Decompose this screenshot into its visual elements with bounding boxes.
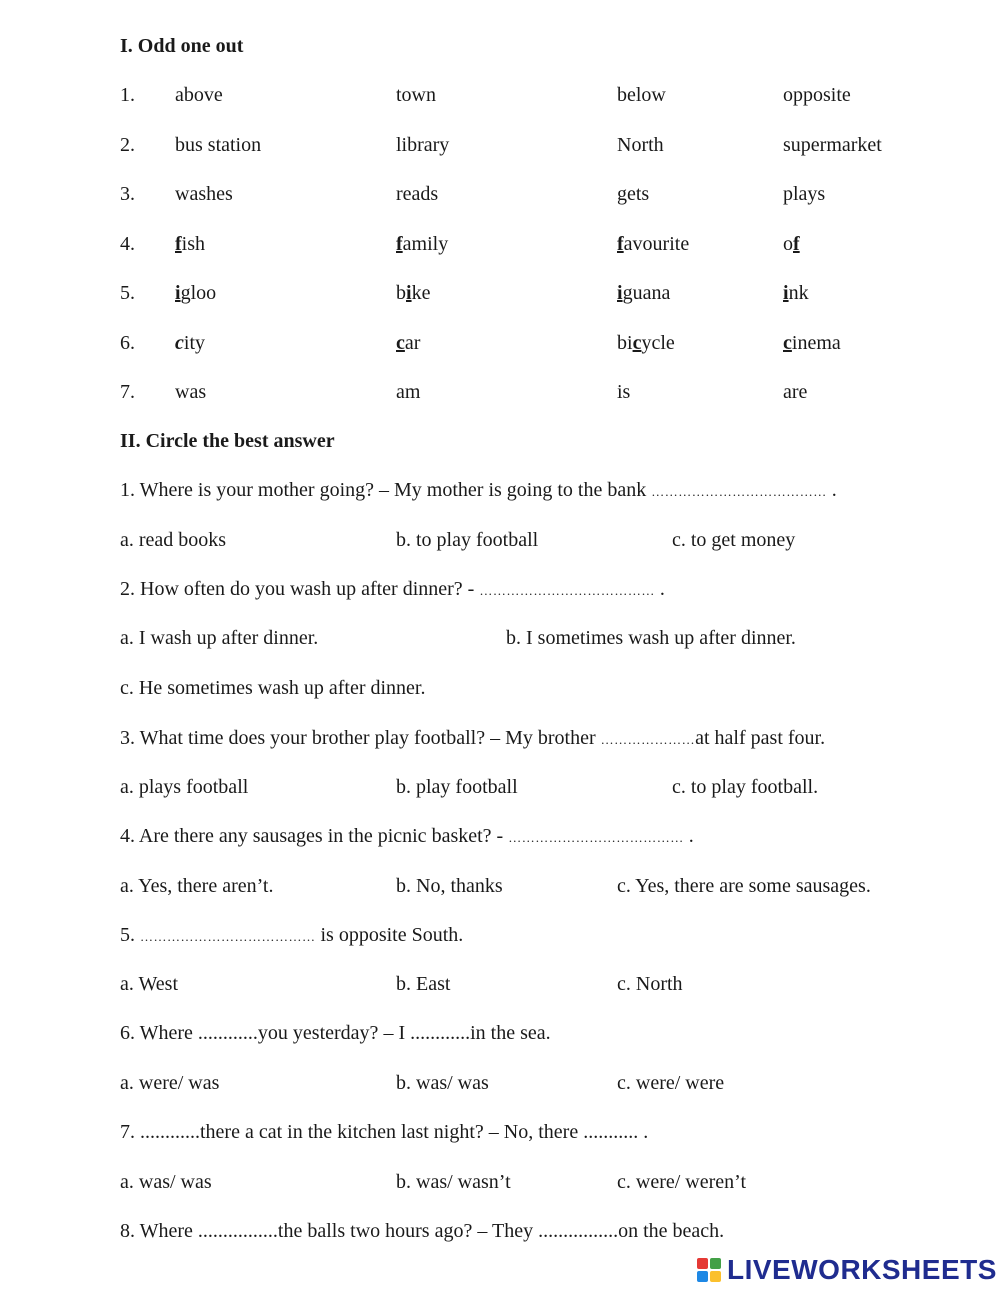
- word-option[interactable]: gets: [617, 183, 650, 205]
- word-option[interactable]: below: [617, 84, 666, 106]
- q6-option-b[interactable]: b. was/ was: [396, 1072, 489, 1094]
- word-option[interactable]: bus station: [175, 133, 262, 156]
- word-option[interactable]: reads: [396, 183, 439, 205]
- word-prefix: o: [783, 232, 793, 255]
- word-option[interactable]: [175, 331, 205, 355]
- q7-option-a[interactable]: a. was/ was: [120, 1171, 212, 1193]
- section-2-title: II. Circle the best answer: [120, 430, 335, 452]
- highlighted-letter: i: [783, 282, 789, 304]
- row-number: 3.: [120, 183, 135, 205]
- question-8: 8. Where ................the balls two hours ago? – They ................on the beach.: [120, 1220, 725, 1242]
- word-option[interactable]: plays: [783, 183, 826, 205]
- word-option[interactable]: [396, 232, 448, 256]
- row-number: 5.: [120, 282, 135, 304]
- logo-block: [697, 1271, 708, 1282]
- question-2: [120, 577, 665, 603]
- word-option[interactable]: town: [396, 84, 436, 106]
- word-option[interactable]: am: [396, 381, 421, 403]
- word-option[interactable]: was: [175, 381, 207, 403]
- word-option[interactable]: opposite: [783, 84, 851, 106]
- word-suffix: gloo: [180, 282, 217, 304]
- question-4-text: 4. Are there any sausages in the picnic basket? -: [120, 825, 509, 847]
- q1-option-c[interactable]: c. to get money: [672, 529, 796, 551]
- row-number: 4.: [120, 232, 135, 255]
- highlighted-letter: c: [783, 331, 792, 354]
- word-option[interactable]: washes: [175, 183, 233, 205]
- q3-option-b[interactable]: b. play football: [396, 776, 518, 798]
- q5-option-c[interactable]: c. North: [617, 973, 683, 995]
- question-3-text: 3. What time does your brother play football? – My brother: [120, 727, 601, 749]
- q4-option-b[interactable]: b. No, thanks: [396, 875, 503, 897]
- logo-blocks-icon: [697, 1258, 721, 1282]
- q2-option-a[interactable]: a. I wash up after dinner.: [120, 627, 319, 649]
- row-number: 1.: [120, 84, 135, 106]
- question-5-text: is opposite South.: [315, 924, 464, 946]
- word-option[interactable]: is: [617, 381, 631, 403]
- word-option[interactable]: [783, 331, 841, 355]
- word-option[interactable]: [783, 232, 800, 256]
- highlighted-letter: i: [175, 282, 181, 304]
- highlighted-letter: i: [406, 282, 412, 304]
- word-option[interactable]: North: [617, 133, 664, 156]
- question-1-end: .: [826, 479, 837, 501]
- logo-text: LIVEWORKSHEETS: [727, 1254, 997, 1285]
- answer-blank[interactable]: …………………………………: [508, 830, 684, 845]
- q2-option-b[interactable]: b. I sometimes wash up after dinner.: [506, 627, 796, 649]
- word-option[interactable]: [175, 281, 216, 305]
- word-suffix: inema: [791, 331, 841, 354]
- row-number: 2.: [120, 133, 135, 156]
- answer-blank[interactable]: …………………: [600, 732, 696, 747]
- q3-option-a[interactable]: a. plays football: [120, 776, 249, 798]
- highlighted-letter: i: [617, 282, 623, 304]
- q2-option-c[interactable]: c. He sometimes wash up after dinner.: [120, 677, 426, 699]
- question-2-end: .: [654, 578, 665, 600]
- highlighted-letter: f: [396, 232, 403, 255]
- question-3-end: at half past four.: [695, 727, 826, 749]
- liveworksheets-logo[interactable]: [697, 1254, 997, 1286]
- highlighted-letter: f: [175, 232, 182, 255]
- row-number: 6.: [120, 331, 135, 354]
- q5-option-b[interactable]: b. East: [396, 973, 451, 995]
- word-option[interactable]: [783, 281, 809, 305]
- logo-block: [710, 1271, 721, 1282]
- row-number: 7.: [120, 381, 135, 403]
- answer-blank[interactable]: …………………………………: [479, 583, 655, 598]
- word-option[interactable]: are: [783, 381, 808, 403]
- word-option[interactable]: [617, 232, 689, 256]
- word-suffix: nk: [788, 282, 809, 304]
- logo-block: [697, 1258, 708, 1269]
- question-1: [120, 478, 837, 504]
- q6-option-a[interactable]: a. were/ was: [120, 1072, 220, 1094]
- word-option[interactable]: [175, 232, 205, 256]
- q3-option-c[interactable]: c. to play football.: [672, 776, 819, 798]
- q1-option-a[interactable]: a. read books: [120, 529, 227, 551]
- question-5-number: 5.: [120, 924, 140, 946]
- word-suffix: avourite: [623, 232, 690, 255]
- question-6: 6. Where ............you yesterday? – I ............in the sea.: [120, 1022, 551, 1044]
- word-option[interactable]: [396, 281, 430, 305]
- word-option[interactable]: [396, 331, 420, 355]
- answer-blank[interactable]: …………………………………: [140, 929, 316, 944]
- word-option[interactable]: [617, 331, 675, 355]
- word-suffix: guana: [622, 282, 671, 304]
- word-option[interactable]: supermarket: [783, 133, 882, 156]
- word-option[interactable]: above: [175, 84, 223, 106]
- answer-blank[interactable]: …………………………………: [651, 484, 827, 499]
- highlighted-letter: c: [632, 331, 642, 354]
- highlighted-letter: f: [793, 232, 800, 255]
- highlighted-letter: c: [175, 331, 184, 354]
- q7-option-c[interactable]: c. were/ weren’t: [617, 1171, 747, 1193]
- question-4-end: .: [683, 825, 694, 847]
- question-7: 7. ............there a cat in the kitchen last night? – No, there ........... .: [120, 1121, 649, 1143]
- question-1-text: 1. Where is your mother going? – My mother is going to the bank: [120, 479, 652, 501]
- question-3: [120, 726, 825, 752]
- section-1-title: I. Odd one out: [120, 35, 244, 57]
- logo-block: [710, 1258, 721, 1269]
- word-suffix: ity: [183, 331, 206, 354]
- word-suffix: ke: [411, 282, 431, 304]
- highlighted-letter: f: [617, 232, 624, 255]
- word-suffix: ycle: [641, 331, 675, 354]
- highlighted-letter: c: [396, 331, 405, 354]
- q7-option-b[interactable]: b. was/ wasn’t: [396, 1171, 511, 1193]
- q5-option-a[interactable]: a. West: [120, 973, 179, 995]
- word-option[interactable]: [617, 281, 670, 305]
- q1-option-b[interactable]: b. to play football: [396, 529, 539, 551]
- q4-option-a[interactable]: a. Yes, there aren’t.: [120, 875, 274, 897]
- word-suffix: ish: [181, 232, 206, 255]
- word-prefix: bi: [617, 331, 633, 354]
- word-suffix: amily: [402, 232, 449, 255]
- word-option[interactable]: library: [396, 133, 450, 156]
- q4-option-c[interactable]: c. Yes, there are some sausages.: [617, 875, 871, 897]
- question-2-text: 2. How often do you wash up after dinner? -: [120, 578, 480, 600]
- question-4: [120, 824, 694, 850]
- question-5: [120, 923, 463, 949]
- word-suffix: ar: [404, 331, 421, 354]
- word-prefix: b: [396, 282, 406, 304]
- q6-option-c[interactable]: c. were/ were: [617, 1072, 725, 1094]
